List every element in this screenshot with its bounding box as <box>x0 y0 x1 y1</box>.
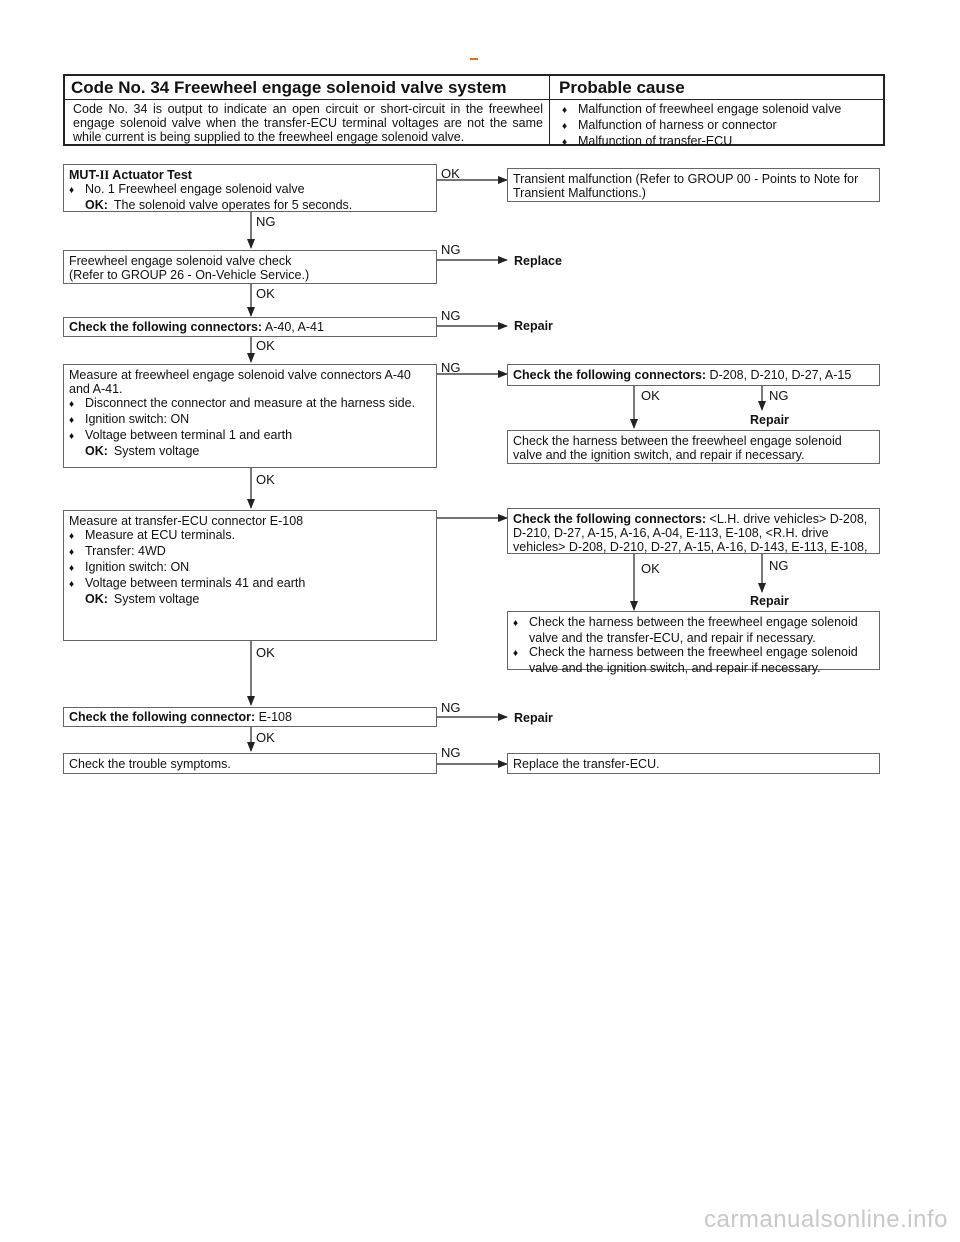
step-item: ♦ Voltage between terminal 1 and earth <box>69 428 431 444</box>
code-description: Code No. 34 is output to indicate an open circuit or short-circuit in the freewheel engage solenoid valve when the transfer-ECU terminal voltages are not the same while current is being supplied to the freewheel engage solenoid valve. <box>73 102 543 144</box>
cause-item: ♦ Malfunction of harness or connector <box>562 118 841 134</box>
result-repair: Repair <box>750 594 789 608</box>
ng-label: NG <box>441 308 461 323</box>
ok-label: OK <box>256 472 275 487</box>
ok-label: OK <box>641 388 660 403</box>
step-connector-e108: Check the following connector: E-108 <box>63 707 437 727</box>
ok-label: OK <box>256 730 275 745</box>
result-replace-ecu: Replace the transfer-ECU. <box>507 753 880 774</box>
cause-item: ♦ Malfunction of transfer-ECU <box>562 134 841 150</box>
result-harness-ignition: Check the harness between the freewheel engage solenoid valve and the ignition switch, and repair if necessary. <box>507 430 880 464</box>
step-item: ♦ Check the harness between the freewheel engage solenoid valve and the ignition switch, and repair if necessary. <box>513 645 874 675</box>
code-title: Code No. 34 Freewheel engage solenoid valve system <box>71 78 507 97</box>
step-measure-solenoid: Measure at freewheel engage solenoid valve connectors A-40 and A-41. ♦ Disconnect the connector and measure at the harness side. ♦ Ignition switch: ON ♦ Voltage between terminal 1 and earth OK: System voltage <box>63 364 437 468</box>
step-item: ♦ Ignition switch: ON <box>69 560 431 576</box>
step-trouble-symptoms: Check the trouble symptoms. <box>63 753 437 774</box>
result-repair: Repair <box>514 319 553 333</box>
step-item: ♦ Voltage between terminals 41 and earth <box>69 576 431 592</box>
step-title: MUT- <box>69 168 100 182</box>
ng-label: NG <box>769 558 789 573</box>
step-item: ♦ Ignition switch: ON <box>69 412 431 428</box>
ng-label: NG <box>441 700 461 715</box>
step-solenoid-check: Freewheel engage solenoid valve check (Refer to GROUP 26 - On-Vehicle Service.) <box>63 250 437 284</box>
ok-label: OK <box>256 645 275 660</box>
step-connectors-a40: Check the following connectors: A-40, A-41 <box>63 317 437 337</box>
ok-label: OK <box>641 561 660 576</box>
ng-label: NG <box>441 360 461 375</box>
ng-label: NG <box>441 242 461 257</box>
step-item: ♦ Disconnect the connector and measure at the harness side. <box>69 396 431 412</box>
step-measure-ecu: Measure at transfer-ECU connector E-108 ♦ Measure at ECU terminals. ♦ Transfer: 4WD ♦ Ignition switch: ON ♦ Voltage between terminals 41 and earth OK: System voltage <box>63 510 437 641</box>
result-transient: Transient malfunction (Refer to GROUP 00 - Points to Note for Transient Malfunctions.) <box>507 168 880 202</box>
result-harness-checks <box>507 611 880 675</box>
step-actuator-test: MUT-II Actuator Test ♦ No. 1 Freewheel engage solenoid valve OK: The solenoid valve operates for 5 seconds. <box>63 164 437 212</box>
ok-label: OK <box>256 338 275 353</box>
cause-title: Probable cause <box>559 78 685 97</box>
watermark: carmanualsonline.info <box>704 1206 948 1233</box>
ng-label: NG <box>441 745 461 760</box>
step-item: ♦ Check the harness between the freewheel engage solenoid valve and the transfer-ECU, and repair if necessary. <box>513 615 874 645</box>
ok-label: OK <box>441 166 460 181</box>
step-item: ♦ No. 1 Freewheel engage solenoid valve <box>69 182 431 198</box>
step-item: ♦ Transfer: 4WD <box>69 544 431 560</box>
ok-label: OK <box>256 286 275 301</box>
ng-label: NG <box>769 388 789 403</box>
result-repair: Repair <box>750 413 789 427</box>
result-check-connectors-lh-rh: Check the following connectors: <L.H. drive vehicles> D-208, D-210, D-27, A-15, A-16, A-04, E-113, E-108, <R.H. drive vehicles> D-208, D-210, D-27, A-15, A-16, D-143, E-113, E-108, <box>507 508 880 554</box>
step-item: ♦ Measure at ECU terminals. <box>69 528 431 544</box>
result-check-connectors-d208: Check the following connectors: D-208, D-210, D-27, A-15 <box>507 364 880 386</box>
result-repair: Repair <box>514 711 553 725</box>
cause-item: ♦ Malfunction of freewheel engage solenoid valve <box>562 102 841 118</box>
result-replace: Replace <box>514 254 562 268</box>
ng-label: NG <box>256 214 276 229</box>
